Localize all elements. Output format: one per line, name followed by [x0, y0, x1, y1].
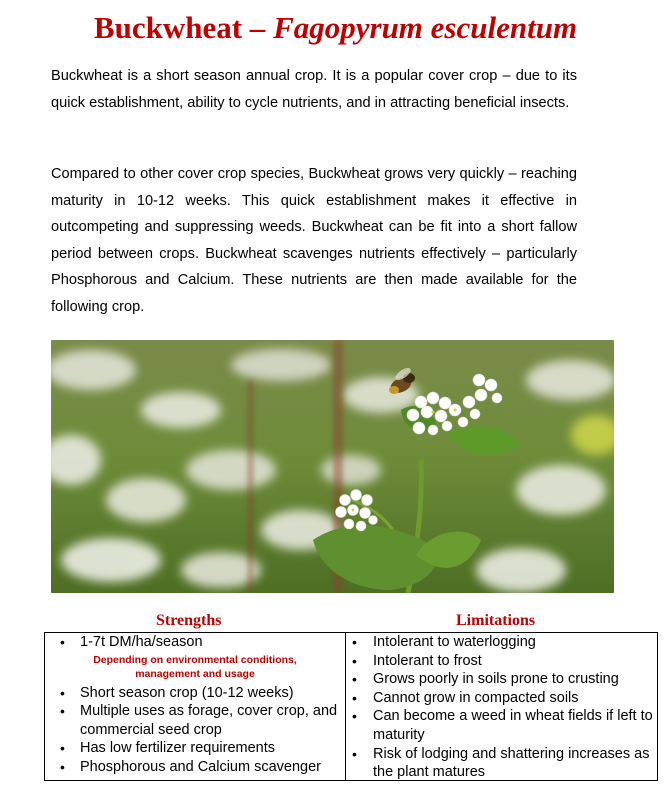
- title-latin-name: Fagopyrum esculentum: [273, 10, 578, 45]
- intro-paragraph: Buckwheat is a short season annual crop. It is a popular cover crop – due to its quick establishment, ability to cycle nutrients, and in attracting beneficial insects.: [51, 68, 577, 111]
- strengths-list-continued: [45, 684, 345, 777]
- strengths-limitations-table: [44, 632, 658, 781]
- page-title: [0, 8, 671, 48]
- list-item: • Multiple uses as forage, cover crop, and commercial seed crop: [45, 702, 345, 739]
- list-item: • Intolerant to waterlogging: [346, 633, 657, 652]
- limitations-heading: Limitations: [456, 612, 536, 629]
- title-common-name: Buckwheat –: [93, 10, 274, 45]
- list-item: • Short season crop (10-12 weeks): [45, 684, 345, 703]
- yield-note: Depending on environmental conditions, management and usage: [93, 653, 297, 680]
- description-paragraph: Compared to other cover crop species, Buckwheat grows very quickly – reaching maturity in 10-12 weeks. This quick establishment makes it effective in outcompeting and suppressing weeds. Buckwheat can be fit into a short fallow period between crops. Buckwheat scavenges nutrients effectively – particularly Phosphorous and Calcium. These nutrients are then made available for the following crop.: [51, 166, 577, 315]
- limitations-cell: [346, 633, 657, 780]
- strengths-cell: [45, 633, 346, 780]
- buckwheat-photo: [51, 340, 614, 593]
- list-item: • Risk of lodging and shattering increases as the plant matures: [346, 745, 657, 782]
- list-item: • Grows poorly in soils prone to crusting: [346, 670, 657, 689]
- list-item: • Cannot grow in compacted soils: [346, 689, 657, 708]
- strengths-heading: Strengths: [156, 612, 222, 629]
- list-item: • Phosphorous and Calcium scavenger: [45, 758, 345, 777]
- list-item: • Intolerant to frost: [346, 652, 657, 671]
- list-item: • Has low fertilizer requirements: [45, 739, 345, 758]
- limitations-list: [346, 633, 657, 782]
- strengths-list: [45, 633, 345, 652]
- list-item: • Can become a weed in wheat fields if left to maturity: [346, 707, 657, 744]
- list-item: • 1-7t DM/ha/season: [45, 633, 345, 652]
